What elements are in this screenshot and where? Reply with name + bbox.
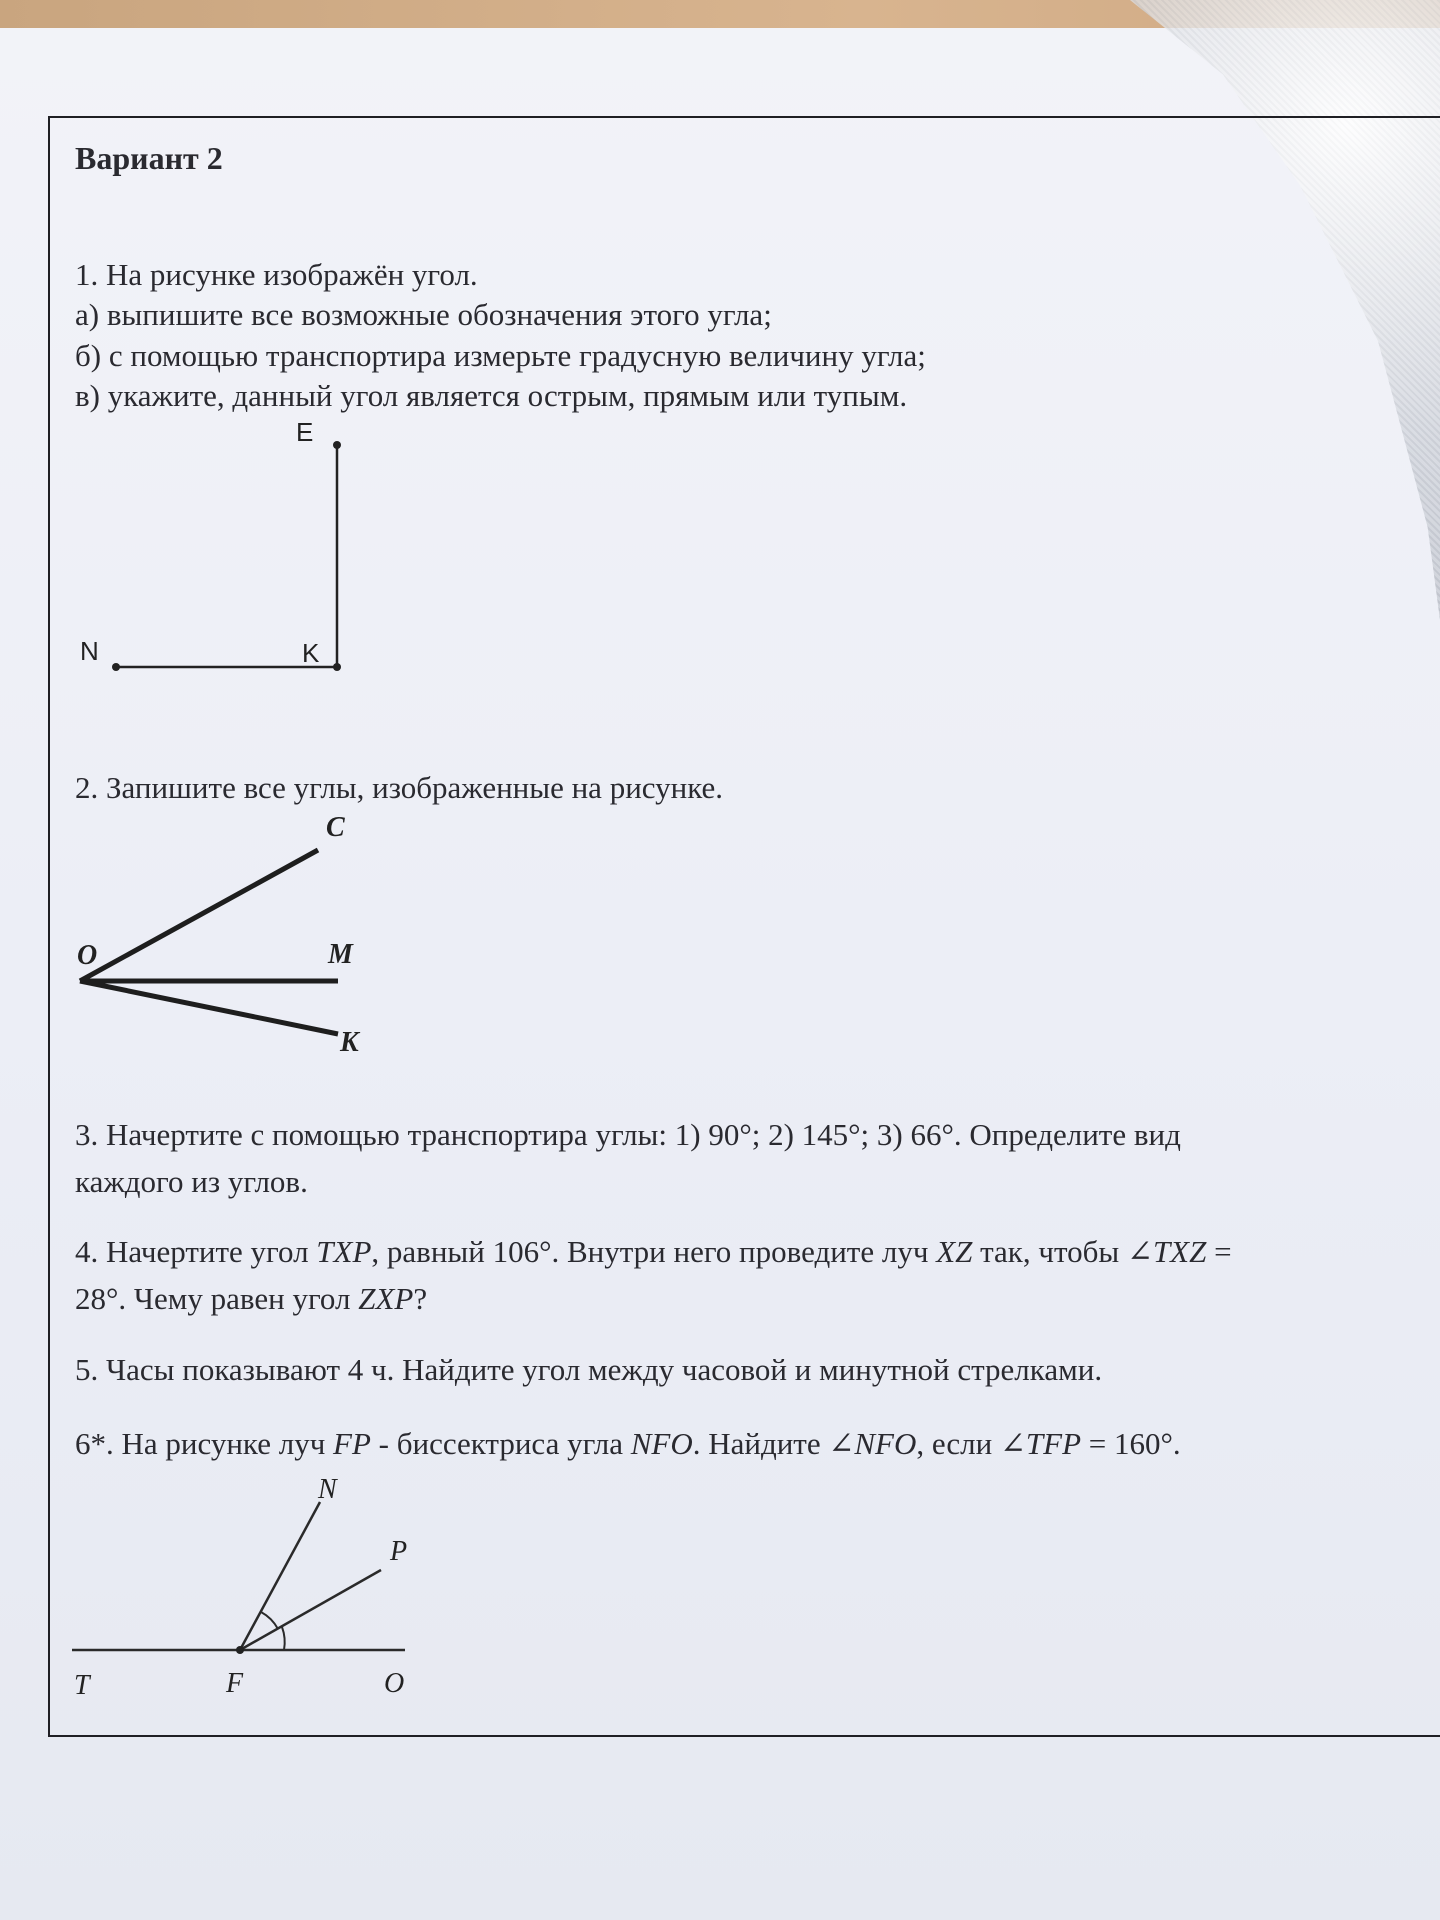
- task4-ray-xz: XZ: [936, 1234, 973, 1269]
- task3-line1: 3. Начертите с помощью транспортира углы: 1) 90°; 2) 145°; 3) 66°. Определите вид: [75, 1117, 1181, 1152]
- task4-angle-zxp: ZXP: [358, 1281, 414, 1316]
- task4-text-e: так, чтобы ∠: [972, 1234, 1153, 1269]
- label-k: K: [302, 638, 320, 668]
- label-m: M: [328, 939, 353, 970]
- task4-angle-txz: TXZ: [1152, 1234, 1207, 1269]
- label-n: N: [318, 1474, 337, 1505]
- task5-text: 5. Часы показывают 4 ч. Найдите угол между часовой и минутной стрелками.: [75, 1352, 1103, 1387]
- task3-line2: каждого из углов.: [75, 1164, 308, 1199]
- label-k: K: [340, 1027, 359, 1058]
- label-o: O: [77, 940, 98, 971]
- task4-text-c: , равный 106°. Внутри него проведите луч: [371, 1234, 937, 1269]
- label-t: T: [74, 1670, 90, 1701]
- task4-text-2a: 28°. Чему равен угол: [75, 1281, 359, 1316]
- label-e: E: [296, 417, 314, 447]
- task4-text-g: =: [1206, 1234, 1232, 1269]
- point-e: [333, 441, 341, 449]
- task1-line2: а) выпишите все возможные обозначения этого угла;: [75, 297, 772, 332]
- task4-line1: [75, 1232, 1232, 1272]
- task1-line1: 1. На рисунке изображён угол.: [75, 257, 478, 292]
- task4-line2: [75, 1279, 427, 1319]
- label-n: N: [80, 636, 99, 666]
- label-p: P: [390, 1536, 408, 1567]
- task4-angle-txp: TXP: [316, 1234, 372, 1269]
- task2-text: 2. Запишите все углы, изображенные на рисунке.: [75, 770, 724, 805]
- point-k: [333, 663, 341, 671]
- point-n: [112, 663, 120, 671]
- label-o: O: [384, 1668, 405, 1699]
- task1-line3: б) с помощью транспортира измерьте градусную величину угла;: [75, 338, 926, 373]
- variant-title: Вариант 2: [75, 140, 223, 176]
- task1-line4: в) укажите, данный угол является острым, прямым или тупым.: [75, 378, 908, 413]
- task4-text-a: 4. Начертите угол: [75, 1234, 317, 1269]
- label-f: F: [226, 1668, 244, 1699]
- task6-text: 6*. На рисунке луч FP - биссектриса угла NFO. Найдите ∠NFO, если ∠TFP = 160°.: [75, 1426, 1181, 1461]
- point-f: [236, 1646, 244, 1654]
- task4-text-2c: ?: [413, 1281, 428, 1316]
- label-c: C: [326, 812, 345, 843]
